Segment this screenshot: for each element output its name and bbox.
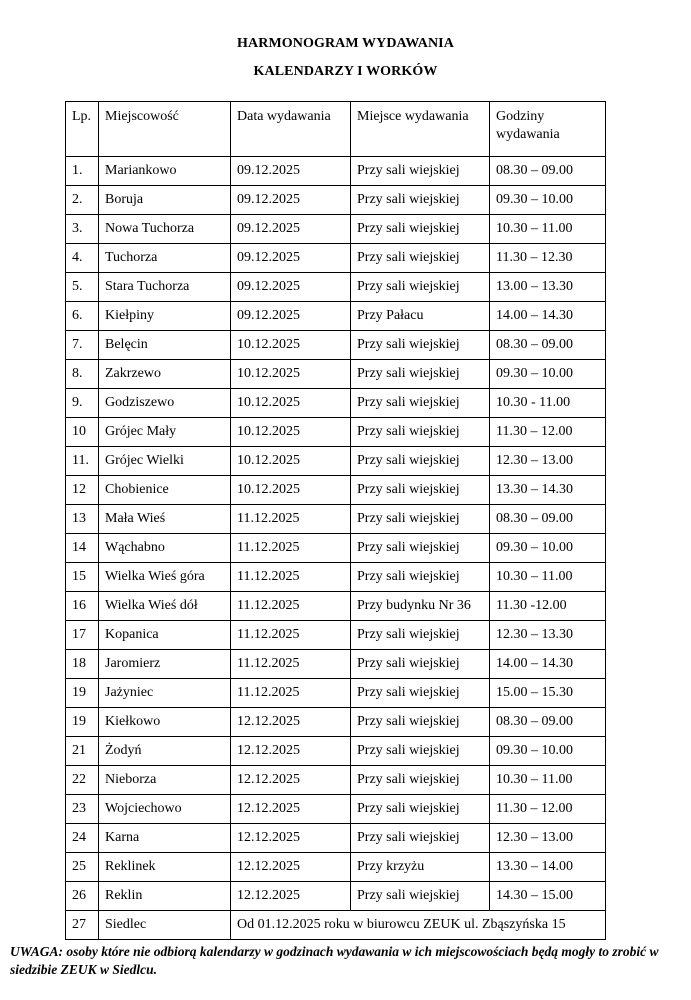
table-row — [66, 621, 606, 650]
cell-hours: 08.30 – 09.00 — [490, 505, 606, 534]
cell-lp: 24 — [66, 824, 99, 853]
cell-hours: 14.00 – 14.30 — [490, 650, 606, 679]
cell-date: 09.12.2025 — [231, 157, 351, 186]
cell-date: 12.12.2025 — [231, 766, 351, 795]
cell-location: Zakrzewo — [99, 360, 231, 389]
cell-hours: 09.30 – 10.00 — [490, 360, 606, 389]
table-row — [66, 186, 606, 215]
header-hours: Godziny wydawania — [490, 102, 606, 157]
cell-lp: 27 — [66, 911, 99, 940]
cell-place: Przy sali wiejskiej — [351, 476, 490, 505]
cell-location: Mała Wieś — [99, 505, 231, 534]
table-body — [66, 157, 606, 940]
cell-lp: 21 — [66, 737, 99, 766]
cell-date: 10.12.2025 — [231, 447, 351, 476]
cell-location: Jaromierz — [99, 650, 231, 679]
cell-hours: 12.30 – 13.00 — [490, 447, 606, 476]
cell-lp: 18 — [66, 650, 99, 679]
cell-location: Żodyń — [99, 737, 231, 766]
cell-lp: 11. — [66, 447, 99, 476]
cell-hours: 08.30 – 09.00 — [490, 157, 606, 186]
table-row — [66, 215, 606, 244]
cell-lp: 13 — [66, 505, 99, 534]
cell-location: Wielka Wieś dół — [99, 592, 231, 621]
cell-hours: 11.30 – 12.00 — [490, 795, 606, 824]
document-title-line-2: KALENDARZY I WORKÓW — [253, 64, 438, 79]
table-row — [66, 360, 606, 389]
cell-place: Przy sali wiejskiej — [351, 882, 490, 911]
cell-lp: 12 — [66, 476, 99, 505]
cell-place: Przy sali wiejskiej — [351, 534, 490, 563]
cell-place: Przy sali wiejskiej — [351, 331, 490, 360]
header-date: Data wydawania — [231, 102, 351, 157]
cell-hours: 15.00 – 15.30 — [490, 679, 606, 708]
cell-hours: 13.30 – 14.30 — [490, 476, 606, 505]
cell-location: Reklin — [99, 882, 231, 911]
document-title-line-1: HARMONOGRAM WYDAWANIA — [237, 36, 454, 51]
table-row — [66, 563, 606, 592]
table-header-row — [66, 102, 606, 157]
cell-date: 12.12.2025 — [231, 708, 351, 737]
cell-place: Przy sali wiejskiej — [351, 505, 490, 534]
cell-hours: 14.30 – 15.00 — [490, 882, 606, 911]
cell-date: 12.12.2025 — [231, 853, 351, 882]
cell-hours: 08.30 – 09.00 — [490, 708, 606, 737]
header-location: Miejscowość — [99, 102, 231, 157]
cell-date: 09.12.2025 — [231, 186, 351, 215]
cell-location: Wielka Wieś góra — [99, 563, 231, 592]
table-row — [66, 157, 606, 186]
cell-lp: 19 — [66, 679, 99, 708]
cell-lp: 25 — [66, 853, 99, 882]
cell-location: Reklinek — [99, 853, 231, 882]
table-row — [66, 273, 606, 302]
cell-place: Przy sali wiejskiej — [351, 621, 490, 650]
cell-place: Przy sali wiejskiej — [351, 360, 490, 389]
cell-hours: 09.30 – 10.00 — [490, 737, 606, 766]
cell-location: Grójec Mały — [99, 418, 231, 447]
cell-lp: 17 — [66, 621, 99, 650]
cell-location: Jażyniec — [99, 679, 231, 708]
table-row — [66, 302, 606, 331]
cell-location: Kiełpiny — [99, 302, 231, 331]
cell-location: Tuchorza — [99, 244, 231, 273]
cell-place: Przy sali wiejskiej — [351, 563, 490, 592]
cell-hours: 13.30 – 14.00 — [490, 853, 606, 882]
cell-lp: 8. — [66, 360, 99, 389]
table-row — [66, 824, 606, 853]
cell-place: Przy sali wiejskiej — [351, 215, 490, 244]
cell-lp: 23 — [66, 795, 99, 824]
cell-location: Godziszewo — [99, 389, 231, 418]
cell-lp: 22 — [66, 766, 99, 795]
cell-location: Nieborza — [99, 766, 231, 795]
table-row — [66, 244, 606, 273]
cell-lp: 16 — [66, 592, 99, 621]
cell-hours: 10.30 - 11.00 — [490, 389, 606, 418]
cell-date: 10.12.2025 — [231, 360, 351, 389]
cell-date: 10.12.2025 — [231, 476, 351, 505]
note-text: UWAGA: osoby które nie odbiorą kalendarzy w godzinach wydawania w ich miejscowościach będą mogły to zrobić w siedzibie ZEUK w Siedlcu. — [10, 944, 659, 977]
table-row — [66, 331, 606, 360]
table-row — [66, 534, 606, 563]
cell-lp: 26 — [66, 882, 99, 911]
cell-location: Nowa Tuchorza — [99, 215, 231, 244]
cell-date: 09.12.2025 — [231, 244, 351, 273]
cell-location: Mariankowo — [99, 157, 231, 186]
cell-date: 10.12.2025 — [231, 389, 351, 418]
cell-place: Przy sali wiejskiej — [351, 708, 490, 737]
cell-lp: 1. — [66, 157, 99, 186]
cell-location: Kiełkowo — [99, 708, 231, 737]
table-row — [66, 418, 606, 447]
cell-lp: 4. — [66, 244, 99, 273]
cell-location: Stara Tuchorza — [99, 273, 231, 302]
cell-hours: 12.30 – 13.30 — [490, 621, 606, 650]
cell-place: Przy sali wiejskiej — [351, 447, 490, 476]
header-lp: Lp. — [66, 102, 99, 157]
cell-location: Grójec Wielki — [99, 447, 231, 476]
cell-place: Przy sali wiejskiej — [351, 795, 490, 824]
cell-lp: 19 — [66, 708, 99, 737]
cell-lp: 14 — [66, 534, 99, 563]
table-row — [66, 679, 606, 708]
cell-lp: 7. — [66, 331, 99, 360]
cell-date: 12.12.2025 — [231, 737, 351, 766]
table-row — [66, 389, 606, 418]
cell-hours: 09.30 – 10.00 — [490, 186, 606, 215]
table-row — [66, 650, 606, 679]
cell-date: 11.12.2025 — [231, 505, 351, 534]
cell-lp: 10 — [66, 418, 99, 447]
cell-place: Przy sali wiejskiej — [351, 824, 490, 853]
cell-place: Przy sali wiejskiej — [351, 737, 490, 766]
table-row — [66, 737, 606, 766]
cell-date: 11.12.2025 — [231, 621, 351, 650]
table-row — [66, 447, 606, 476]
cell-location: Kopanica — [99, 621, 231, 650]
cell-location: Siedlec — [99, 911, 231, 940]
cell-location: Wąchabno — [99, 534, 231, 563]
table-row — [66, 911, 606, 940]
cell-lp: 3. — [66, 215, 99, 244]
cell-location: Chobienice — [99, 476, 231, 505]
cell-place: Przy sali wiejskiej — [351, 418, 490, 447]
schedule-table — [65, 101, 606, 940]
cell-hours: 11.30 -12.00 — [490, 592, 606, 621]
cell-hours: 14.00 – 14.30 — [490, 302, 606, 331]
cell-hours: 08.30 – 09.00 — [490, 331, 606, 360]
cell-date: 12.12.2025 — [231, 795, 351, 824]
header-place: Miejsce wydawania — [351, 102, 490, 157]
table-row — [66, 476, 606, 505]
cell-place: Przy sali wiejskiej — [351, 766, 490, 795]
table-row — [66, 592, 606, 621]
cell-date: 11.12.2025 — [231, 679, 351, 708]
cell-date: 11.12.2025 — [231, 650, 351, 679]
cell-place: Przy sali wiejskiej — [351, 244, 490, 273]
cell-lp: 5. — [66, 273, 99, 302]
cell-location: Karna — [99, 824, 231, 853]
cell-lp: 9. — [66, 389, 99, 418]
cell-hours: 13.00 – 13.30 — [490, 273, 606, 302]
cell-lp: 6. — [66, 302, 99, 331]
cell-date: 10.12.2025 — [231, 331, 351, 360]
cell-date: 10.12.2025 — [231, 418, 351, 447]
cell-place: Przy Pałacu — [351, 302, 490, 331]
cell-location: Boruja — [99, 186, 231, 215]
cell-place: Przy sali wiejskiej — [351, 389, 490, 418]
cell-date: 12.12.2025 — [231, 882, 351, 911]
cell-date: 12.12.2025 — [231, 824, 351, 853]
cell-lp: 2. — [66, 186, 99, 215]
cell-info: Od 01.12.2025 roku w biurowcu ZEUK ul. Zbąszyńska 15 — [231, 911, 606, 940]
cell-place: Przy sali wiejskiej — [351, 186, 490, 215]
cell-date: 09.12.2025 — [231, 215, 351, 244]
cell-place: Przy sali wiejskiej — [351, 679, 490, 708]
cell-date: 11.12.2025 — [231, 592, 351, 621]
cell-lp: 15 — [66, 563, 99, 592]
cell-hours: 10.30 – 11.00 — [490, 766, 606, 795]
cell-date: 09.12.2025 — [231, 273, 351, 302]
cell-date: 11.12.2025 — [231, 534, 351, 563]
table-row — [66, 708, 606, 737]
cell-place: Przy sali wiejskiej — [351, 650, 490, 679]
cell-hours: 09.30 – 10.00 — [490, 534, 606, 563]
cell-place: Przy krzyżu — [351, 853, 490, 882]
cell-place: Przy sali wiejskiej — [351, 157, 490, 186]
table-row — [66, 795, 606, 824]
cell-hours: 10.30 – 11.00 — [490, 215, 606, 244]
table-row — [66, 766, 606, 795]
cell-place: Przy budynku Nr 36 — [351, 592, 490, 621]
cell-place: Przy sali wiejskiej — [351, 273, 490, 302]
cell-location: Belęcin — [99, 331, 231, 360]
cell-hours: 12.30 – 13.00 — [490, 824, 606, 853]
cell-hours: 10.30 – 11.00 — [490, 563, 606, 592]
cell-hours: 11.30 – 12.00 — [490, 418, 606, 447]
cell-location: Wojciechowo — [99, 795, 231, 824]
cell-date: 09.12.2025 — [231, 302, 351, 331]
table-row — [66, 505, 606, 534]
cell-date: 11.12.2025 — [231, 563, 351, 592]
table-row — [66, 882, 606, 911]
table-row — [66, 853, 606, 882]
cell-hours: 11.30 – 12.30 — [490, 244, 606, 273]
